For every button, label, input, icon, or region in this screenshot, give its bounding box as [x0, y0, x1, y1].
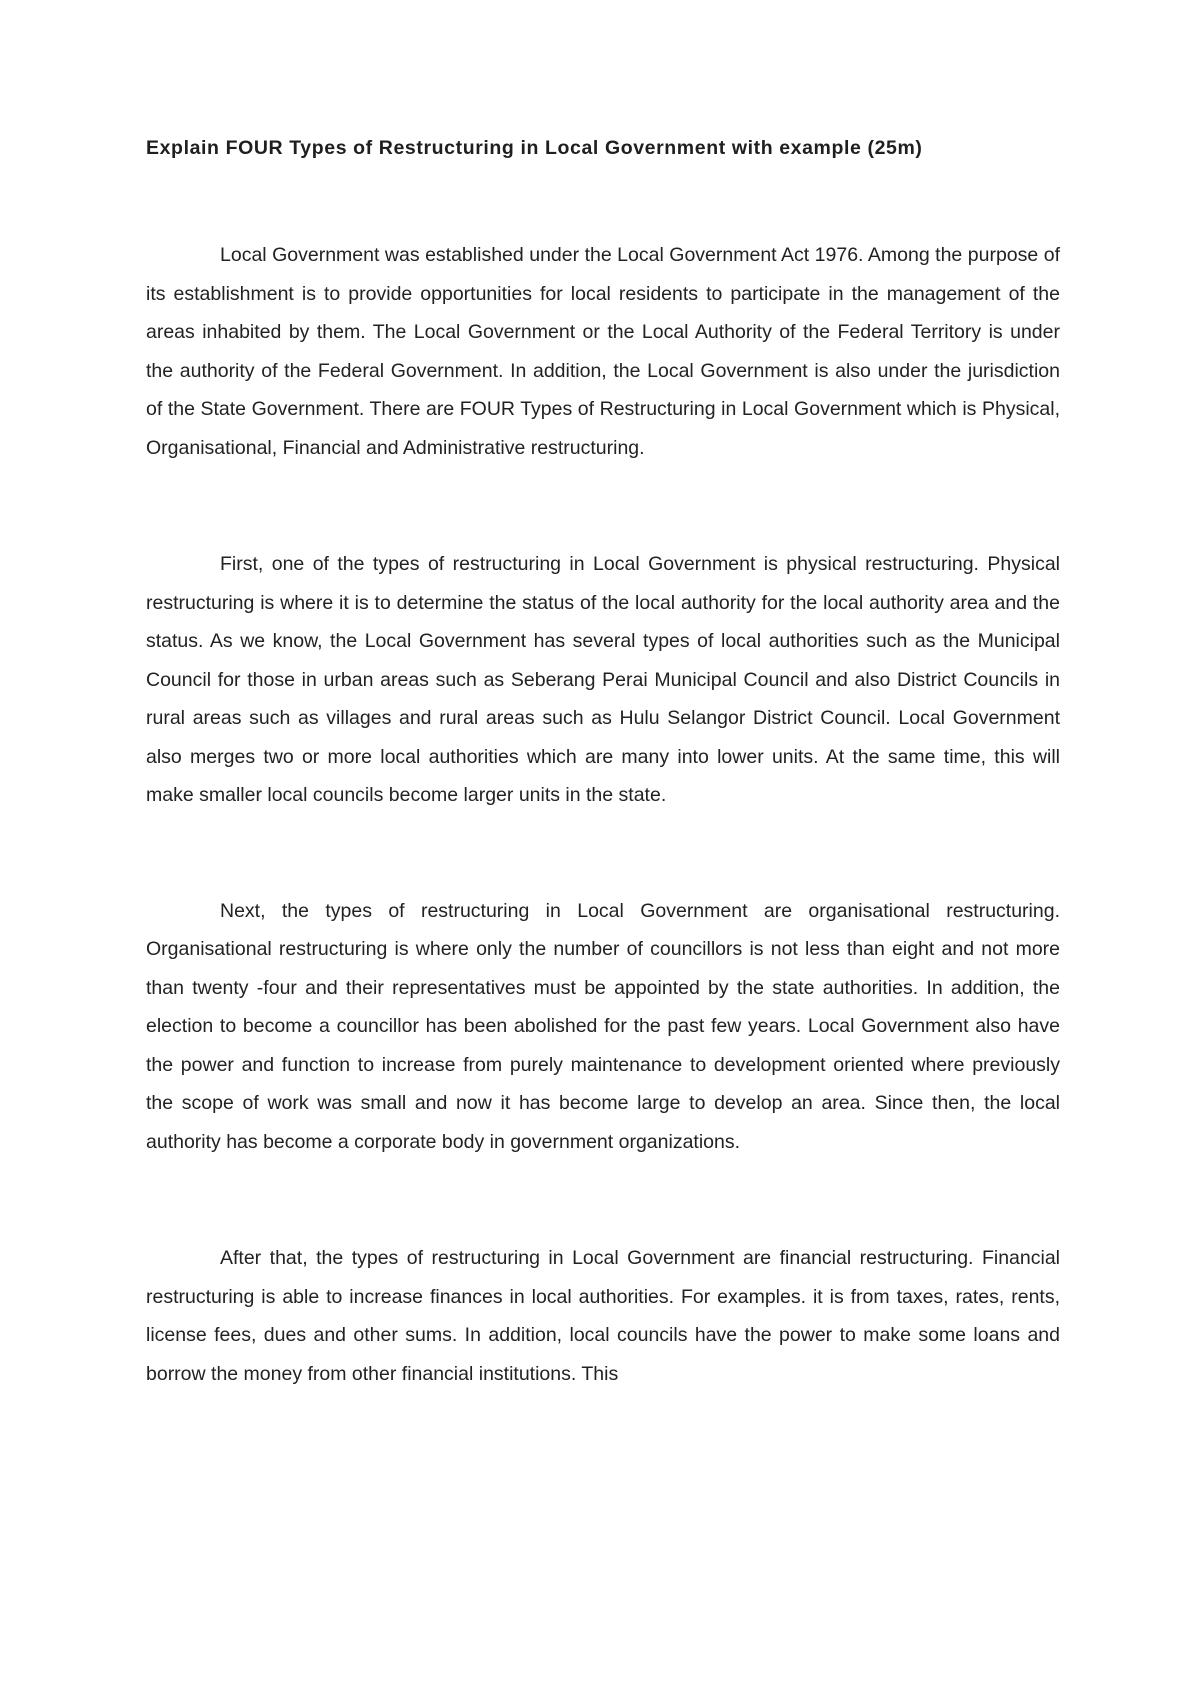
paragraph-organisational-restructuring: Next, the types of restructuring in Local Government are organisational restructuring. Organisational restructuring is where only the number of councillors is not less than eight and not more than twenty -four and their representatives must be appointed by the state authorities. In addition, the election to become a councillor has been abolished for the past few years. Local Government also have the power and function to increase from purely maintenance to development oriented where previously the scope of work was small and now it has become large to develop an area. Since then, the local authority has become a corporate body in government organizations.: [146, 899, 1060, 1153]
paragraph-financial-restructuring: After that, the types of restructuring in Local Government are financial restructuring. Financial restructuring is able to increase finances in local authorities. For examples. it is from taxes, rates, rents, license fees, dues and other sums. In addition, local councils have the power to make some loans and borrow the money from other financial institutions. This: [146, 1247, 1060, 1385]
document-title: Explain FOUR Types of Restructuring in Local Government with example (25m): [146, 137, 923, 159]
document-body: [146, 136, 1060, 1393]
paragraph-introduction: Local Government was established under the Local Government Act 1976. Among the purpose of its establishment is to provide opportunities for local residents to participate in the management of the areas inhabited by them. The Local Government or the Local Authority of the Federal Territory is under the authority of the Federal Government. In addition, the Local Government is also under the jurisdiction of the State Government. There are FOUR Types of Restructuring in Local Government which is Physical, Organisational, Financial and Administrative restructuring.: [146, 244, 1060, 459]
paragraph-physical-restructuring: First, one of the types of restructuring in Local Government is physical restructuring. Physical restructuring is where it is to determine the status of the local authority for the local authority area and the status. As we know, the Local Government has several types of local authorities such as the Municipal Council for those in urban areas such as Seberang Perai Municipal Council and also District Councils in rural areas such as villages and rural areas such as Hulu Selangor District Council. Local Government also merges two or more local authorities which are many into lower units. At the same time, this will make smaller local councils become larger units in the state.: [146, 553, 1060, 807]
